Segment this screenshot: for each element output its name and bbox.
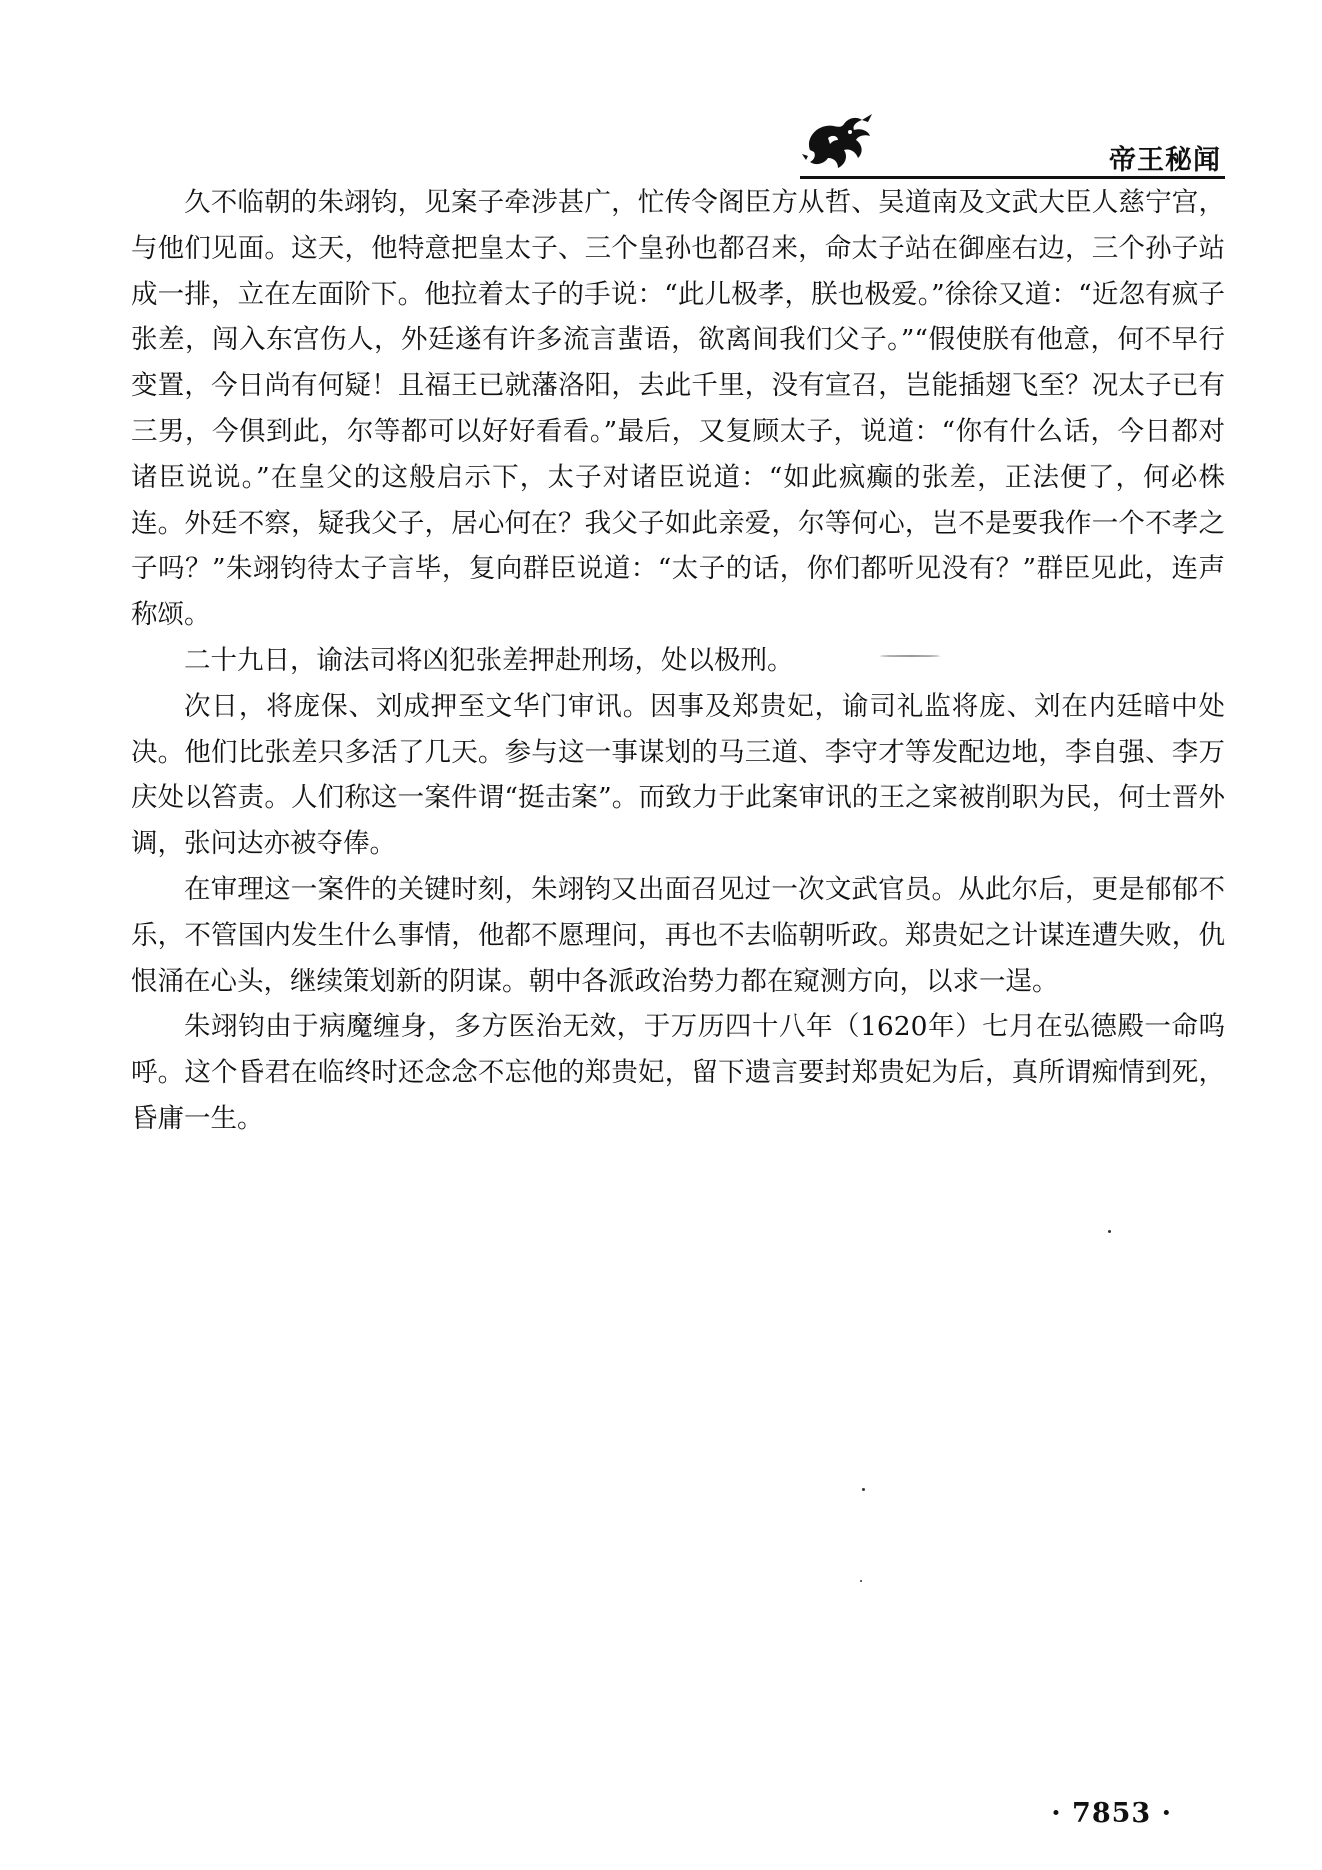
scan-speck (880, 655, 940, 657)
page-number: · 7853 · (1051, 1798, 1172, 1829)
running-header-title: 帝王秘闻 (1109, 145, 1221, 176)
header-rule (800, 176, 1225, 179)
paragraph: 在审理这一案件的关键时刻，朱翊钧又出面召见过一次文武官员。从此尔后，更是郁郁不乐，不管国内发生什么事情，他都不愿理问，再也不去临朝听政。郑贵妃之计谋连遭失败，仇恨涌在心头，继续策划新的阴谋。朝中各派政治势力都在窥测方向，以求一逞。 (131, 873, 1225, 997)
paragraph: 朱翊钧由于病魔缠身，多方医治无效，于万历四十八年（1620年）七月在弘德殿一命呜呼。这个昏君在临终时还念念不忘他的郑贵妃，留下遗言要封郑贵妃为后，真所谓痴情到死，昏庸一生。 (131, 1011, 1225, 1134)
paragraph: 二十九日，谕法司将凶犯张差押赴刑场，处以极刑。 (184, 644, 794, 676)
scan-speck (860, 1580, 862, 1582)
paragraph: 次日，将庞保、刘成押至文华门审讯。因事及郑贵妃，谕司礼监将庞、刘在内廷暗中处决。他们比张差只多活了几天。参与这一事谋划的马三道、李守才等发配边地，李自强、李万庆处以笞责。人们称这一案件谓“挺击案”。而致力于此案审讯的王之寀被削职为民，何士晋外调，张问达亦被夺俸。 (131, 690, 1225, 860)
dragon-icon (800, 110, 880, 174)
scan-speck (1108, 1230, 1111, 1233)
scan-speck (862, 1488, 865, 1491)
page-header (800, 110, 1225, 180)
body-text (131, 180, 1225, 1142)
paragraph: 久不临朝的朱翊钧，见案子牵涉甚广，忙传令阁臣方从哲、吴道南及文武大臣人慈宁宫，与他们见面。这天，他特意把皇太子、三个皇孙也都召来，命太子站在御座右边，三个孙子站成一排，立在左面阶下。他拉着太子的手说：“此儿极孝，朕也极爱。”徐徐又道：“近忽有疯子张差，闯入东宫伤人，外廷遂有许多流言蜚语，欲离间我们父子。”“假使朕有他意，何不早行变置，今日尚有何疑！且福王已就藩洛阳，去此千里，没有宣召，岂能插翅飞至？况太子已有三男，今俱到此，尔等都可以好好看看。”最后，又复顾太子，说道：“你有什么话，今日都对诸臣说说。”在皇父的这般启示下，太子对诸臣说道：“如此疯癫的张差，正法便了，何必株连。外廷不察，疑我父子，居心何在？我父子如此亲爱，尔等何心，岂不是要我作一个不孝之子吗？”朱翊钧待太子言毕，复向群臣说道：“太子的话，你们都听见没有？”群臣见此，连声称颂。 (131, 187, 1225, 631)
